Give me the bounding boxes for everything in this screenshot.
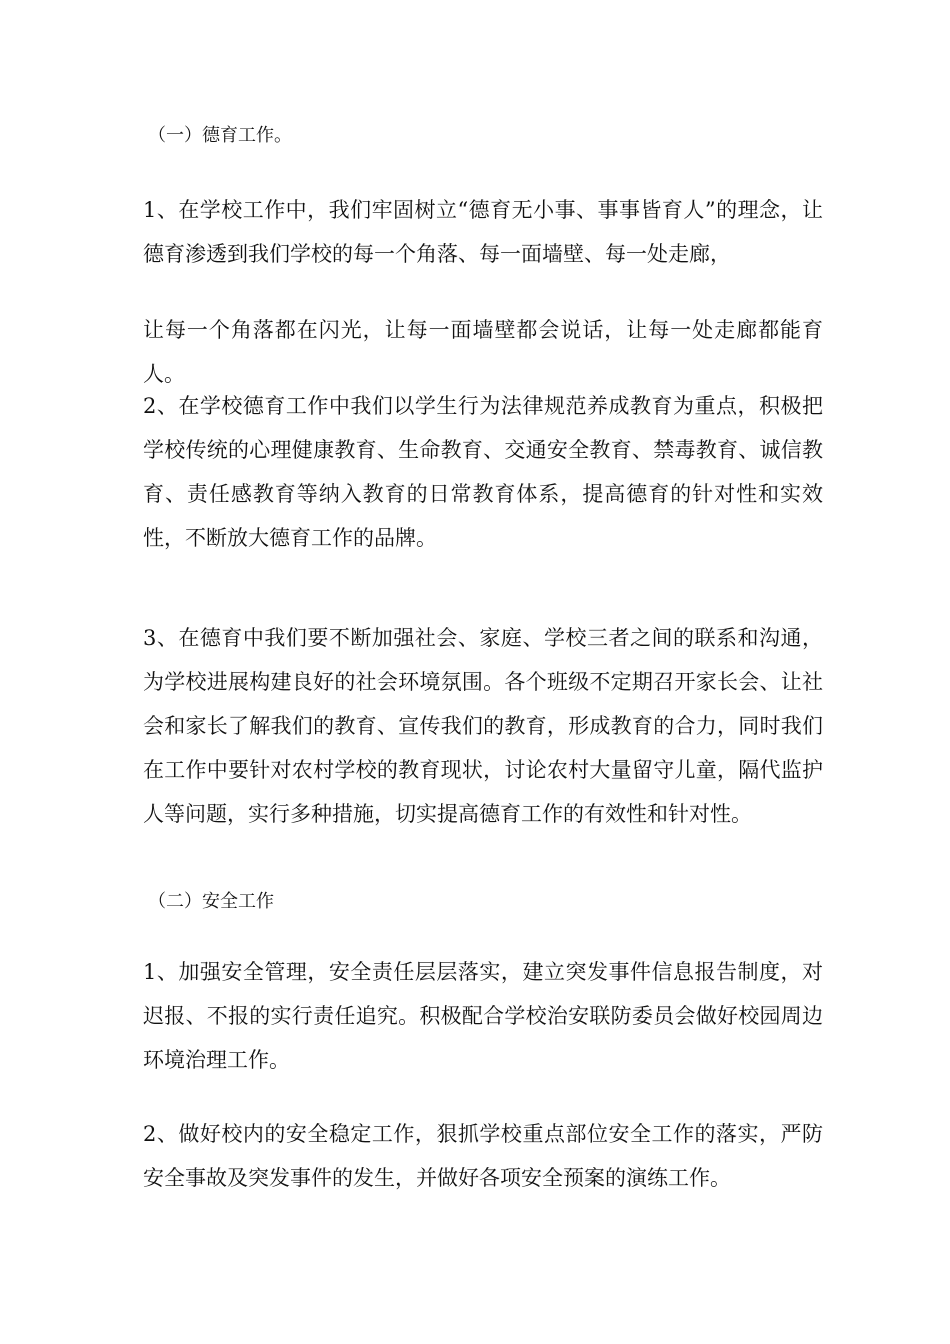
section-heading-moral-education: （一）德育工作。	[148, 125, 292, 146]
section-heading-safety: （二）安全工作	[148, 891, 274, 912]
paragraph: 让每一个角落都在闪光，让每一面墙壁都会说话，让每一处走廊都能育人。	[143, 318, 823, 386]
paragraph: 1、在学校工作中，我们牢固树立“德育无小事、事事皆育人”的理念，让德育渗透到我们学校的每一个角落、每一面墙壁、每一处走廊，	[143, 198, 823, 266]
paragraph: 2、做好校内的安全稳定工作，狠抓学校重点部位安全工作的落实，严防安全事故及突发事件的发生，并做好各项安全预案的演练工作。	[143, 1122, 823, 1190]
paragraph: 1、加强安全管理，安全责任层层落实，建立突发事件信息报告制度，对迟报、不报的实行责任追究。积极配合学校治安联防委员会做好校园周边环境治理工作。	[143, 960, 823, 1072]
paragraph: 3、在德育中我们要不断加强社会、家庭、学校三者之间的联系和沟通，为学校进展构建良好的社会环境氛围。各个班级不定期召开家长会、让社会和家长了解我们的教育、宣传我们的教育，形成教育的合力，同时我们在工作中要针对农村学校的教育现状，讨论农村大量留守儿童，隔代监护人等问题，实行多种措施，切实提高德育工作的有效性和针对性。	[143, 626, 823, 826]
paragraph: 2、在学校德育工作中我们以学生行为法律规范养成教育为重点，积极把学校传统的心理健康教育、生命教育、交通安全教育、禁毒教育、诚信教育、责任感教育等纳入教育的日常教育体系，提高德育的针对性和实效性，不断放大德育工作的品牌。	[143, 394, 823, 550]
